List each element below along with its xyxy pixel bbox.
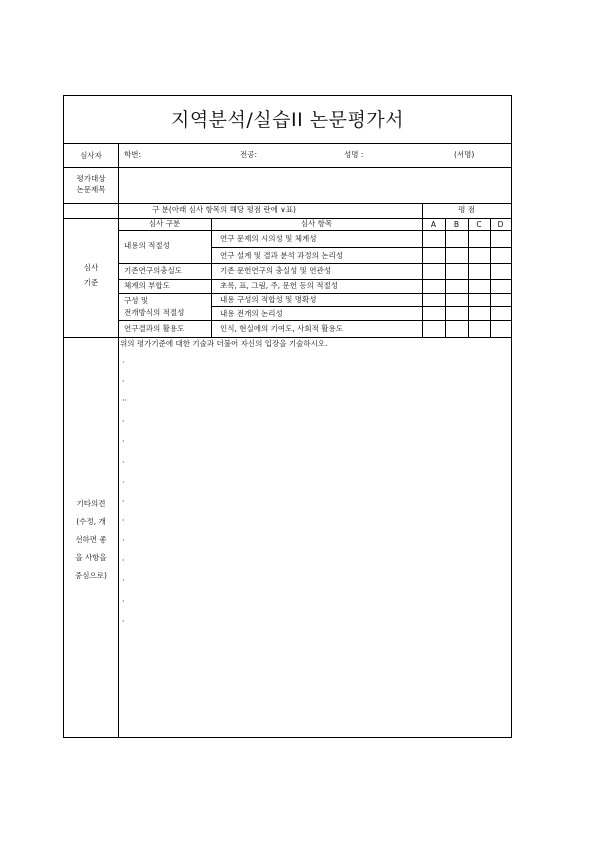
- bullet: ·: [122, 576, 125, 585]
- rating-cell-a[interactable]: [423, 232, 444, 246]
- bullet: ·: [122, 478, 125, 487]
- reviewer-label-cell: [64, 151, 118, 161]
- divider: [118, 230, 511, 231]
- category-structure: 체계의 부합도: [124, 281, 170, 290]
- rating-cell-b[interactable]: [446, 307, 467, 319]
- rating-cell-a[interactable]: [423, 307, 444, 319]
- rating-cell-b[interactable]: [446, 248, 467, 262]
- rating-cell-d[interactable]: [491, 307, 510, 319]
- item-content-structure: 내용 구성의 적합성 및 명확성: [220, 295, 317, 304]
- bullet: ·: [122, 556, 125, 565]
- bullet: ·: [122, 516, 125, 525]
- reviewer-label: 심사자: [80, 151, 102, 160]
- opinion-label-2: (수정, 개: [76, 517, 106, 526]
- bullet: ·: [122, 458, 125, 467]
- item-logic: 내용 전개의 논리성: [220, 309, 283, 318]
- divider: [211, 218, 212, 337]
- item-contribution: 인식, 현실에의 기여도, 사회적 활용도: [220, 324, 343, 333]
- item-research-design: 연구 설계 및 결과 분석 과정의 논리성: [220, 251, 343, 260]
- rating-cell-a[interactable]: [423, 294, 444, 305]
- opinion-label-4: 을 사항을: [75, 553, 107, 562]
- grade-a-header: A: [430, 220, 437, 229]
- rating-cell-c[interactable]: [469, 307, 489, 319]
- name-label: 성명 :: [344, 150, 364, 159]
- category-header: 심사 구분: [148, 219, 181, 228]
- rating-cell-d[interactable]: [491, 294, 510, 305]
- item-header: 심사 항목: [300, 219, 333, 228]
- rating-header: 평 점: [458, 205, 475, 214]
- rating-cell-a[interactable]: [423, 248, 444, 262]
- opinion-label-5: 중심으로): [75, 571, 107, 580]
- rating-cell-b[interactable]: [446, 232, 467, 246]
- opinion-label-1: 기타의견: [76, 499, 106, 508]
- bullet: ·: [122, 597, 125, 606]
- bullet: ·: [122, 617, 125, 626]
- opinion-instruction: 위의 평가기준에 대한 기술과 더불어 자신의 입장을 기술하시오.: [120, 339, 328, 348]
- category-content: 내용의 적절성: [124, 241, 170, 250]
- divider: [64, 203, 511, 204]
- category-composition-2: 전개방식의 적절성: [124, 308, 185, 317]
- classification-header: 구 분(아래 심사 항목의 해당 평점 란에 ∨표): [152, 205, 296, 214]
- rating-cell-d[interactable]: [491, 248, 510, 262]
- category-prior-research: 기존연구의충실도: [124, 266, 182, 275]
- rating-cell-a[interactable]: [423, 321, 444, 336]
- opinion-textarea[interactable]: [120, 352, 509, 736]
- bullet: ··: [122, 396, 128, 405]
- category-composition-1: 구성 및: [124, 296, 149, 305]
- item-formatting: 초록, 표, 그림, 주, 문헌 등의 적절성: [220, 281, 339, 290]
- category-utilization: 연구결과의 활용도: [124, 324, 185, 333]
- rating-cell-c[interactable]: [469, 280, 489, 292]
- divider: [64, 167, 511, 168]
- rating-cell-a[interactable]: [423, 280, 444, 292]
- rating-cell-b[interactable]: [446, 294, 467, 305]
- bullet: ·: [122, 417, 125, 426]
- item-research-question: 연구 문제의 시의성 및 체계성: [220, 234, 317, 243]
- form-title: 지역분석/실습II 논문평가서: [170, 109, 405, 131]
- grade-b-header: B: [453, 220, 460, 229]
- rating-cell-b[interactable]: [446, 280, 467, 292]
- divider: [64, 143, 511, 144]
- student-id-label: 학번:: [124, 150, 142, 159]
- paper-title-field[interactable]: [120, 169, 509, 201]
- paper-title-label-2: 논문제목: [76, 185, 106, 194]
- divider: [118, 143, 119, 737]
- divider: [64, 337, 511, 338]
- rating-cell-a[interactable]: [423, 264, 444, 278]
- criteria-label-2: 기준: [83, 278, 99, 287]
- grade-c-header: C: [476, 220, 482, 229]
- rating-cell-c[interactable]: [469, 232, 489, 246]
- rating-cell-b[interactable]: [446, 264, 467, 278]
- grade-d-header: D: [497, 220, 504, 229]
- paper-title-label-1: 평가대상: [76, 174, 106, 183]
- bullet: ·: [122, 497, 125, 506]
- rating-cell-d[interactable]: [491, 280, 510, 292]
- bullet: ·: [122, 358, 125, 367]
- rating-cell-b[interactable]: [446, 321, 467, 336]
- bullet: ·: [122, 536, 125, 545]
- rating-cell-c[interactable]: [469, 248, 489, 262]
- evaluation-form: [63, 95, 512, 738]
- opinion-label-3: 선하면 좋: [75, 535, 107, 544]
- bullet: ·: [122, 437, 125, 446]
- rating-cell-d[interactable]: [491, 232, 510, 246]
- rating-cell-c[interactable]: [469, 264, 489, 278]
- item-literature: 기존 문헌연구의 충실성 및 연관성: [220, 266, 331, 275]
- criteria-label-1: 심사: [83, 263, 99, 272]
- bullet: ·: [122, 377, 125, 386]
- major-label: 전공:: [240, 150, 258, 159]
- rating-cell-d[interactable]: [491, 264, 510, 278]
- signature-label: (서명): [454, 150, 475, 159]
- rating-cell-c[interactable]: [469, 321, 489, 336]
- rating-cell-c[interactable]: [469, 294, 489, 305]
- rating-cell-d[interactable]: [491, 321, 510, 336]
